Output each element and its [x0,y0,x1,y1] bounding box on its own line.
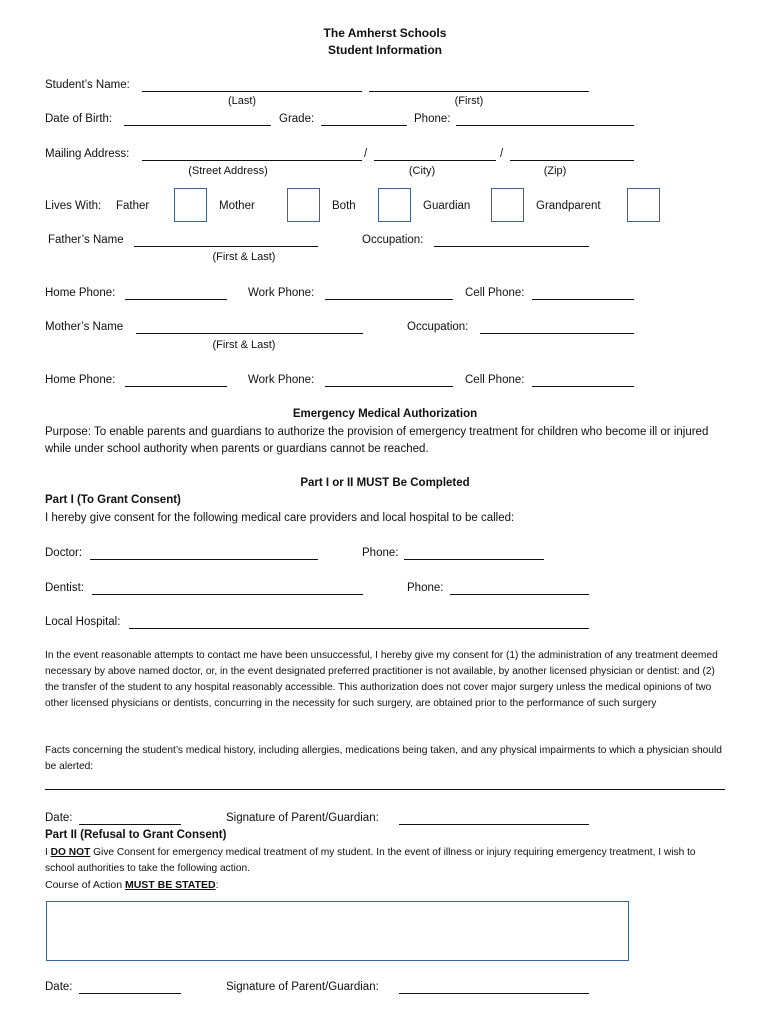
lives-with-guardian-checkbox[interactable] [491,188,524,222]
mother-name-caption: (First & Last) [212,339,276,351]
street-caption: (Street Address) [188,165,268,177]
lives-with-father-checkbox[interactable] [174,188,207,222]
father-occupation-field[interactable] [434,246,589,247]
consent-paragraph: In the event reasonable attempts to contact me have been unsuccessful, I hereby give my consent for (1) the administration of any treatment deemed necessary by above named doctor, or, in the event designated preferred practitioner is not available, by another licensed physician or dentist: and (2) the transfer of the student to any hospital reasonably accessible. This authorization does not cover major surgery unless the medical opinions of two other licensed physicians or dentists, concurring in the necessity for such surgery, are obtained prior to the performance of such surgery [45,650,718,709]
part2-date-label: Date: [45,981,73,993]
father-name-caption: (First & Last) [212,251,276,263]
mother-home-phone-field[interactable] [125,386,227,387]
lives-with-grandparent-checkbox[interactable] [627,188,660,222]
part2-heading: Part II (Refusal to Grant Consent) [45,829,227,841]
last-caption: (Last) [227,95,257,107]
part2-signature-label: Signature of Parent/Guardian: [226,981,379,993]
must-complete-heading: Part I or II MUST Be Completed [300,477,470,489]
grade-label: Grade: [279,113,315,125]
part1-date-label: Date: [45,812,73,824]
mother-occupation-field[interactable] [480,333,634,334]
must-be-stated-emphasis: MUST BE STATED [124,879,216,891]
dentist-field[interactable] [92,594,363,595]
local-hospital-label: Local Hospital: [45,616,121,628]
student-first-name-field[interactable] [369,91,589,92]
lives-with-both-label: Both [332,200,356,212]
father-home-phone-label: Home Phone: [45,287,116,299]
address-slash: / [500,148,504,160]
grade-field[interactable] [321,125,407,126]
mother-work-phone-label: Work Phone: [248,374,315,386]
father-home-phone-field[interactable] [125,299,227,300]
course-of-action-field[interactable] [46,901,629,961]
lives-with-mother-checkbox[interactable] [287,188,320,222]
doctor-label: Doctor: [45,547,83,559]
part2-date-field[interactable] [79,993,181,994]
student-phone-field[interactable] [456,125,634,126]
lives-with-guardian-label: Guardian [423,200,471,212]
student-last-name-field[interactable] [142,91,362,92]
dentist-phone-label: Phone: [407,582,444,594]
lives-with-father-label: Father [116,200,150,212]
doctor-field[interactable] [90,559,318,560]
lives-with-both-checkbox[interactable] [378,188,411,222]
course-prefix: Course of Action [45,879,125,891]
emergency-heading: Emergency Medical Authorization [292,408,478,420]
father-occupation-label: Occupation: [362,234,424,246]
part1-signature-field[interactable] [399,824,589,825]
zip-field[interactable] [510,160,634,161]
doctor-phone-field[interactable] [404,559,544,560]
mother-occupation-label: Occupation: [407,321,469,333]
part1-heading: Part I (To Grant Consent) [45,494,181,506]
student-name-label: Student’s Name: [45,79,130,91]
lives-with-mother-label: Mother [219,200,255,212]
dentist-phone-field[interactable] [450,594,589,595]
do-not-emphasis: DO NOT [50,847,91,858]
mother-name-field[interactable] [136,333,363,334]
course-suffix: : [215,879,219,891]
mother-cell-phone-field[interactable] [532,386,634,387]
student-phone-label: Phone: [414,113,451,125]
mother-home-phone-label: Home Phone: [45,374,116,386]
part1-intro: I hereby give consent for the following medical care providers and local hospital to be called: [45,512,515,524]
dob-label: Date of Birth: [45,113,113,125]
father-cell-phone-label: Cell Phone: [465,287,525,299]
mother-cell-phone-label: Cell Phone: [465,374,525,386]
form-title: Student Information [328,43,442,57]
medical-history-field[interactable] [45,789,725,790]
dob-field[interactable] [124,125,271,126]
street-address-field[interactable] [142,160,362,161]
zip-caption: (Zip) [543,165,567,177]
mailing-address-label: Mailing Address: [45,148,130,160]
first-caption: (First) [454,95,484,107]
dentist-label: Dentist: [45,582,84,594]
father-cell-phone-field[interactable] [532,299,634,300]
part2-statement [45,845,725,877]
course-of-action-label [45,877,219,893]
part2-statement-text: Give Consent for emergency medical treatment of my student. In the event of illness or injury requiring emergency treatment, I wish to school authorities to take the following action. [45,847,696,874]
doctor-phone-label: Phone: [362,547,399,559]
father-name-field[interactable] [134,246,318,247]
city-caption: (City) [408,165,436,177]
lives-with-label: Lives With: [45,200,102,212]
mother-name-label: Mother’s Name [45,321,124,333]
purpose-text: Purpose: To enable parents and guardians to authorize the provision of emergency treatment for children who become ill or injured while under school authority when parents or guardians cannot be reached. [45,426,709,455]
lives-with-grandparent-label: Grandparent [536,200,601,212]
father-name-label: Father’s Name [48,234,124,246]
school-name: The Amherst Schools [323,26,447,40]
medical-history-prompt: Facts concerning the student’s medical history, including allergies, medications being taken, and any physical impairments to which a physician should be alerted: [45,745,722,772]
father-work-phone-field[interactable] [325,299,453,300]
mother-work-phone-field[interactable] [325,386,453,387]
father-work-phone-label: Work Phone: [248,287,315,299]
part2-signature-field[interactable] [399,993,589,994]
part1-date-field[interactable] [79,824,181,825]
address-slash: / [364,148,368,160]
local-hospital-field[interactable] [129,628,589,629]
city-field[interactable] [374,160,496,161]
part2-prefix: I [45,847,51,858]
part1-signature-label: Signature of Parent/Guardian: [226,812,379,824]
